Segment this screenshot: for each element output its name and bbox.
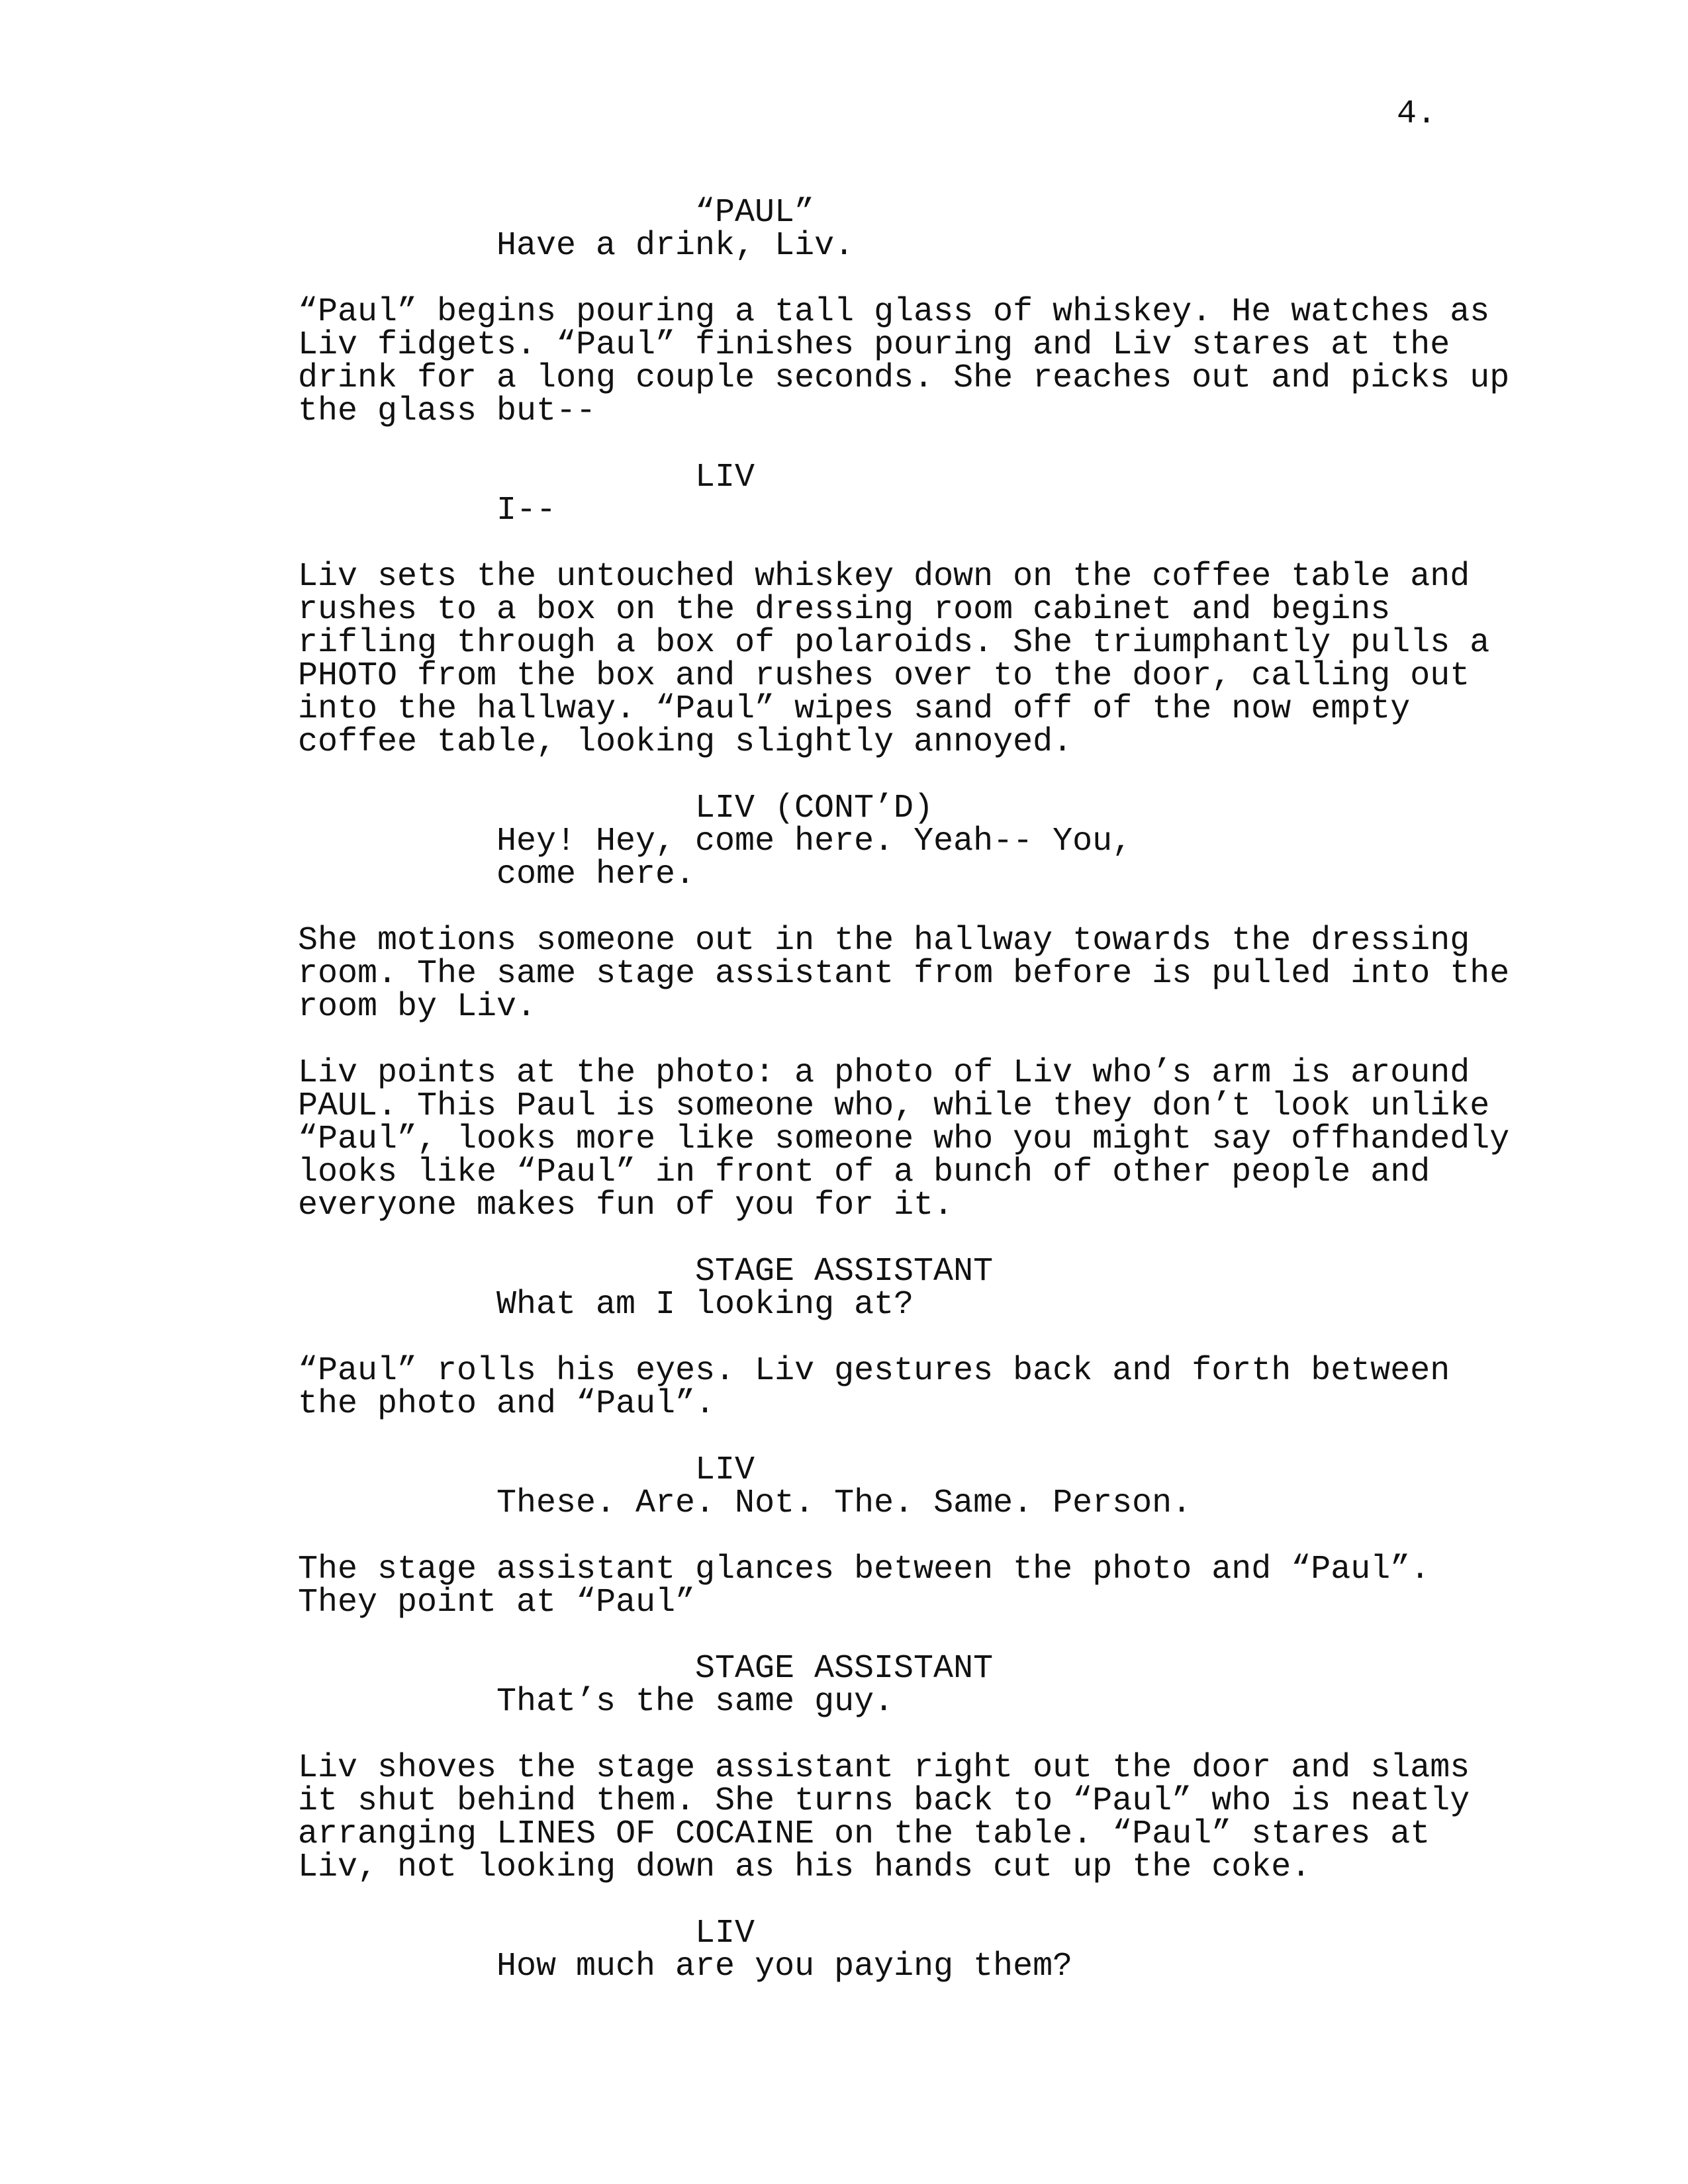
action-block xyxy=(298,1553,1489,1619)
dialogue-block xyxy=(496,1484,1489,1522)
action-line: the photo and “Paul”. xyxy=(298,1385,716,1423)
screenplay-body xyxy=(298,194,1510,1985)
blank-line xyxy=(298,263,1489,296)
action-block xyxy=(298,1352,1489,1423)
action-line: everyone makes fun of you for it. xyxy=(298,1187,954,1224)
action-line: rifling through a box of polaroids. She triumphantly pulls a xyxy=(298,624,1490,662)
character-line: LIV (CONT’D) xyxy=(695,790,934,827)
action-line: “Paul” begins pouring a tall glass of whiskey. He watches as xyxy=(298,293,1490,331)
character-line: LIV xyxy=(695,1451,755,1489)
blank-line xyxy=(298,428,1489,461)
action-line: Liv shoves the stage assistant right out the door and slams xyxy=(298,1749,1470,1787)
dialogue-block xyxy=(496,825,1489,891)
character-block xyxy=(695,792,1489,825)
dialogue-line: Hey! Hey, come here. Yeah-- You, xyxy=(496,823,1133,860)
character-line: LIV xyxy=(695,1915,755,1952)
action-line: rushes to a box on the dressing room cabinet and begins xyxy=(298,591,1391,629)
dialogue-line: That’s the same guy. xyxy=(496,1683,894,1721)
blank-line xyxy=(298,1421,1489,1454)
blank-line xyxy=(298,1322,1489,1355)
character-block xyxy=(695,1650,1489,1688)
action-block xyxy=(298,1749,1489,1886)
action-line: She motions someone out in the hallway towards the dressing xyxy=(298,922,1470,960)
action-line: into the hallway. “Paul” wipes sand off of the now empty xyxy=(298,690,1411,728)
action-line: room. The same stage assistant from before is pulled into the xyxy=(298,955,1510,993)
character-block xyxy=(695,461,1489,494)
character-block xyxy=(695,1451,1489,1489)
action-line: the glass but-- xyxy=(298,392,596,430)
blank-line xyxy=(298,1619,1489,1653)
dialogue-line: come here. xyxy=(496,856,696,893)
blank-line xyxy=(298,759,1489,792)
action-block xyxy=(298,293,1510,430)
dialogue-line: How much are you paying them? xyxy=(496,1948,1073,1985)
action-line: it shut behind them. She turns back to “Paul” who is neatly xyxy=(298,1782,1470,1820)
action-line: PAUL. This Paul is someone who, while they don’t look unlike xyxy=(298,1087,1490,1125)
dialogue-block xyxy=(496,494,1489,527)
character-block xyxy=(695,194,1489,232)
blank-line xyxy=(298,1024,1489,1057)
action-line: “Paul”, looks more like someone who you might say offhandedly xyxy=(298,1120,1510,1158)
blank-line xyxy=(298,891,1489,925)
action-line: Liv points at the photo: a photo of Liv who’s arm is around xyxy=(298,1054,1470,1092)
action-line: arranging LINES OF COCAINE on the table. “Paul” stares at xyxy=(298,1815,1430,1853)
action-line: coffee table, looking slightly annoyed. xyxy=(298,723,1073,761)
action-line: drink for a long couple seconds. She reaches out and picks up xyxy=(298,359,1510,397)
dialogue-line: These. Are. Not. The. Same. Person. xyxy=(496,1484,1192,1522)
dialogue-block xyxy=(496,1950,1489,1983)
character-block xyxy=(695,1255,1489,1289)
character-line: STAGE ASSISTANT xyxy=(695,1650,994,1688)
dialogue-line: What am I looking at? xyxy=(496,1286,914,1324)
dialogue-line: I-- xyxy=(496,492,557,529)
character-block xyxy=(695,1917,1489,1950)
action-line: The stage assistant glances between the photo and “Paul”. xyxy=(298,1551,1430,1588)
action-line: looks like “Paul” in front of a bunch of other people and xyxy=(298,1154,1430,1191)
blank-line xyxy=(298,527,1489,561)
action-line: “Paul” rolls his eyes. Liv gestures back and forth between xyxy=(298,1352,1450,1390)
blank-line xyxy=(298,1520,1489,1553)
action-block xyxy=(298,922,1510,1026)
dialogue-line: Have a drink, Liv. xyxy=(496,227,855,265)
character-line: STAGE ASSISTANT xyxy=(695,1253,994,1291)
blank-line xyxy=(298,1222,1489,1255)
action-line: They point at “Paul” xyxy=(298,1584,696,1621)
action-line: PHOTO from the box and rushes over to the door, calling out xyxy=(298,657,1470,695)
action-line: Liv, not looking down as his hands cut up the coke. xyxy=(298,1848,1311,1886)
action-line: room by Liv. xyxy=(298,988,537,1026)
blank-line xyxy=(298,1884,1489,1917)
blank-line xyxy=(298,1719,1489,1752)
dialogue-block xyxy=(496,227,1489,265)
action-block xyxy=(298,1054,1510,1224)
action-line: Liv sets the untouched whiskey down on the coffee table and xyxy=(298,558,1470,596)
action-line: Liv fidgets. “Paul” finishes pouring and Liv stares at the xyxy=(298,326,1450,364)
character-line: LIV xyxy=(695,459,755,496)
page-number: 4. xyxy=(1397,95,1437,133)
dialogue-block xyxy=(496,1683,1489,1721)
dialogue-block xyxy=(496,1286,1489,1324)
action-block xyxy=(298,558,1490,761)
character-line: “PAUL” xyxy=(695,194,815,232)
